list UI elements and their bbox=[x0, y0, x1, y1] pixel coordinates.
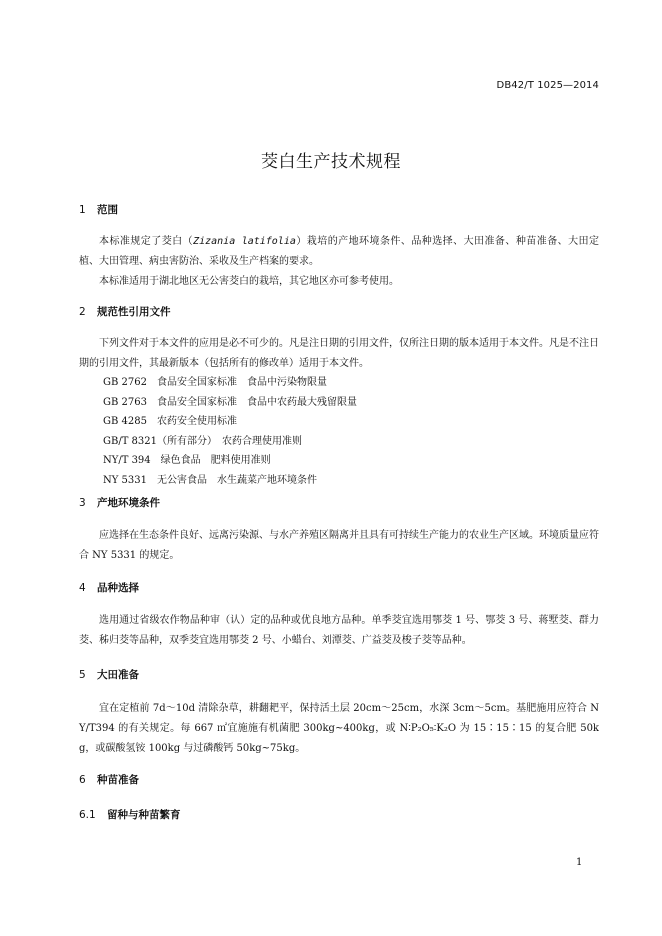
standard-code: DB42/T 1025—2014 bbox=[496, 80, 599, 91]
section-number: 5 bbox=[79, 669, 86, 681]
section-heading-3 bbox=[79, 495, 160, 510]
section-heading-2 bbox=[79, 304, 171, 319]
section-title: 规范性引用文件 bbox=[97, 306, 171, 318]
section-number: 6.1 bbox=[79, 809, 96, 821]
section-title: 留种与种苗繁育 bbox=[107, 809, 181, 821]
reference-list bbox=[103, 373, 357, 490]
section-heading-1 bbox=[79, 202, 118, 217]
section-title: 大田准备 bbox=[97, 669, 139, 681]
section-number: 3 bbox=[79, 497, 86, 509]
reference-item: GB 2762 食品安全国家标准 食品中污染物限量 bbox=[103, 377, 327, 388]
latin-name: Zizania latifolia bbox=[193, 236, 296, 247]
section-number: 2 bbox=[79, 306, 86, 318]
reference-item: NY 5331 无公害食品 水生蔬菜产地环境条件 bbox=[103, 474, 317, 486]
variety-paragraph: 选用通过省级农作物品种审（认）定的品种或优良地方品种。单季茭宜选用鄂茭 1 号、鄂茭 3 号、蒋墅茭、群力茭、秭归茭等品种，双季茭宜选用鄂茭 2 号、小蜡台、刘潭茭、广益茭及梭子茭等品种。 bbox=[79, 615, 599, 646]
reference-item: NY/T 394 绿色食品 肥料使用准则 bbox=[103, 455, 271, 466]
scope-paragraphs bbox=[79, 232, 599, 292]
section-heading-6 bbox=[79, 772, 139, 787]
section-heading-6-1 bbox=[79, 807, 181, 822]
section-title: 种苗准备 bbox=[97, 774, 139, 786]
section-number: 1 bbox=[79, 204, 86, 216]
section-title: 产地环境条件 bbox=[97, 497, 160, 509]
field-paragraph: 宜在定植前 7d～10d 清除杂草，耕翻耙平，保持活土层 20cm～25cm，水深 3cm～5cm。基肥施用应符合 NY/T394 的有关规定。每 667 ㎡宜施施有机菌肥 300kg~400kg，或 N∶P₂O₅∶K₂O 为 15∶15∶15 的复合肥 50kg，或碳酸氢铵 100kg 与过磷酸钙 50kg~75kg。 bbox=[79, 703, 599, 754]
section-title: 范围 bbox=[97, 204, 118, 216]
reference-item: GB/T 8321（所有部分） 农药合理使用准则 bbox=[103, 435, 303, 447]
page-number: 1 bbox=[576, 857, 583, 868]
scope-paragraph-1: 本标准规定了茭白（Zizania latifolia）栽培的产地环境条件、品种选择、大田准备、种苗准备、大田定植、大田管理、病虫害防治、采收及生产档案的要求。 bbox=[79, 236, 600, 267]
normative-intro: 下列文件对于本文件的应用是必不可少的。凡是注日期的引用文件，仅所注日期的版本适用于本文件。凡是不注日期的引用文件，其最新版本（包括所有的修改单）适用于本文件。 bbox=[79, 338, 599, 369]
reference-item: GB 4285 农药安全使用标准 bbox=[103, 416, 237, 427]
scope-paragraph-2: 本标准适用于湖北地区无公害茭白的栽培，其它地区亦可参考使用。 bbox=[99, 276, 399, 287]
section-title: 品种选择 bbox=[97, 582, 139, 594]
section-heading-5 bbox=[79, 667, 139, 682]
section-heading-4 bbox=[79, 580, 139, 595]
environment-paragraph: 应选择在生态条件良好、远离污染源、与水产养殖区隔离并且具有可持续生产能力的农业生产区域。环境质量应符合 NY 5331 的规定。 bbox=[79, 530, 599, 561]
section-number: 4 bbox=[79, 582, 86, 594]
section-number: 6 bbox=[79, 774, 86, 786]
document-title: 茭白生产技术规程 bbox=[261, 152, 401, 172]
reference-item: GB 2763 食品安全国家标准 食品中农药最大残留限量 bbox=[103, 396, 357, 408]
